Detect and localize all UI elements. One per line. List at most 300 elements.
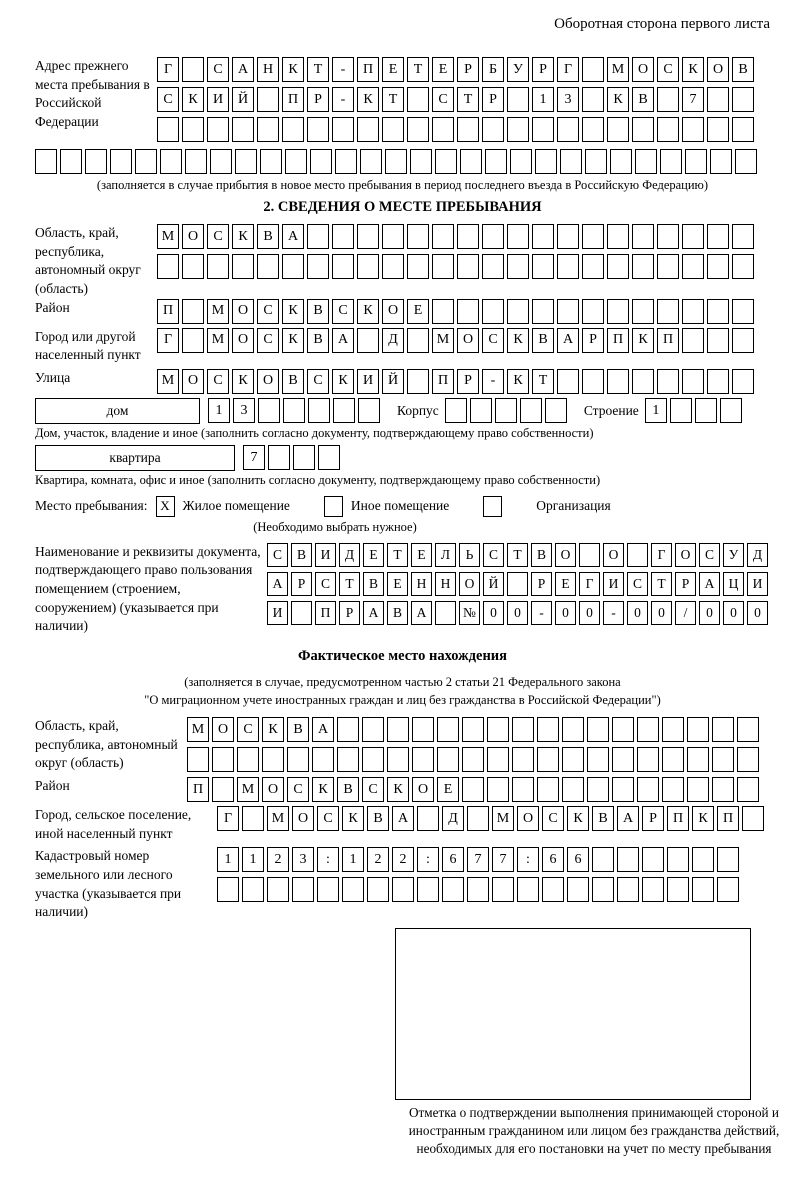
char-cell: П <box>607 328 629 353</box>
char-cell: Д <box>339 543 360 567</box>
char-cell <box>182 328 204 353</box>
char-cell <box>412 747 434 772</box>
char-cell <box>692 877 714 902</box>
stamp-caption: Отметка о подтверждении выполнения принимающей стороной и иностранным гражданином или лицом без гражданства действий, необходимых для его постановки на учет по месту пребывания <box>408 1104 780 1157</box>
oblast-block <box>35 224 770 299</box>
checkbox-zhiloe: X <box>156 496 175 517</box>
char-cell <box>232 117 254 142</box>
char-cell: К <box>182 87 204 112</box>
char-cell: П <box>717 806 739 831</box>
char-cell: В <box>291 543 312 567</box>
char-cell: Н <box>435 572 456 596</box>
char-cell <box>360 149 382 174</box>
char-cell <box>260 149 282 174</box>
char-cell <box>437 717 459 742</box>
char-cell: Т <box>307 57 329 82</box>
char-cell: 3 <box>557 87 579 112</box>
char-cell: С <box>257 328 279 353</box>
char-cell: П <box>157 299 179 324</box>
char-cell: 1 <box>532 87 554 112</box>
char-cell: С <box>267 543 288 567</box>
char-cell <box>682 369 704 394</box>
char-cell: - <box>332 57 354 82</box>
char-cell: К <box>632 328 654 353</box>
prev-address-block <box>35 57 770 147</box>
char-cell: Н <box>257 57 279 82</box>
char-cell <box>712 717 734 742</box>
char-cell: А <box>312 717 334 742</box>
char-cell: О <box>182 224 204 249</box>
char-cell <box>657 369 679 394</box>
char-cell <box>283 398 305 423</box>
char-cell: И <box>603 572 624 596</box>
char-cell: Е <box>363 543 384 567</box>
ulitsa-row <box>157 369 757 394</box>
char-cell: К <box>387 777 409 802</box>
char-cell: 0 <box>747 601 768 625</box>
char-cell <box>545 398 567 423</box>
char-cell: 6 <box>567 847 589 872</box>
char-cell <box>467 806 489 831</box>
char-cell <box>632 117 654 142</box>
char-cell <box>342 877 364 902</box>
char-cell: К <box>282 299 304 324</box>
char-cell <box>557 254 579 279</box>
char-cell <box>682 299 704 324</box>
char-cell <box>462 717 484 742</box>
prev-address-row-2 <box>157 87 757 112</box>
char-cell <box>482 254 504 279</box>
char-cell: С <box>657 57 679 82</box>
char-cell: № <box>459 601 480 625</box>
char-cell: О <box>412 777 434 802</box>
char-cell: И <box>315 543 336 567</box>
char-cell <box>487 747 509 772</box>
char-cell <box>293 445 315 470</box>
char-cell <box>182 254 204 279</box>
char-cell: 7 <box>243 445 265 470</box>
char-cell: И <box>357 369 379 394</box>
char-cell <box>357 224 379 249</box>
char-cell: Р <box>339 601 360 625</box>
char-cell: : <box>317 847 339 872</box>
char-cell <box>512 717 534 742</box>
char-cell: С <box>432 87 454 112</box>
char-cell: С <box>482 328 504 353</box>
char-cell <box>462 747 484 772</box>
char-cell <box>685 149 707 174</box>
char-cell: П <box>657 328 679 353</box>
char-cell: М <box>492 806 514 831</box>
fact-raion-block <box>35 777 770 802</box>
char-cell: П <box>667 806 689 831</box>
char-cell: С <box>627 572 648 596</box>
char-cell <box>737 747 759 772</box>
char-cell: С <box>362 777 384 802</box>
char-cell: - <box>332 87 354 112</box>
char-cell <box>310 149 332 174</box>
char-cell <box>507 117 529 142</box>
char-cell <box>670 398 692 423</box>
stroenie-label: Строение <box>583 402 639 418</box>
mesto-type-row <box>35 496 770 517</box>
char-cell <box>695 398 717 423</box>
char-cell <box>632 224 654 249</box>
dom-cells <box>208 398 383 423</box>
char-cell <box>470 398 492 423</box>
char-cell: О <box>257 369 279 394</box>
char-cell: С <box>157 87 179 112</box>
char-cell: Л <box>435 543 456 567</box>
char-cell <box>632 369 654 394</box>
char-cell: 1 <box>242 847 264 872</box>
prev-address-caption: (заполняется в случае прибытия в новое место пребывания в период последнего въезда в Российскую Федерацию) <box>96 178 709 192</box>
char-cell <box>567 877 589 902</box>
char-cell <box>607 369 629 394</box>
char-cell: - <box>482 369 504 394</box>
char-cell: Т <box>532 369 554 394</box>
doc-row-3 <box>267 601 771 625</box>
char-cell <box>482 299 504 324</box>
char-cell <box>318 445 340 470</box>
char-cell: П <box>187 777 209 802</box>
char-cell <box>517 877 539 902</box>
char-cell: Г <box>557 57 579 82</box>
char-cell <box>307 224 329 249</box>
char-cell: К <box>232 224 254 249</box>
kadastr-block <box>35 847 770 922</box>
mesto-label: Место пребывания: <box>35 498 148 514</box>
char-cell <box>667 847 689 872</box>
prev-address-label: Адрес прежнего места пребывания в Российской Федерации <box>35 58 150 129</box>
prev-address-row-1 <box>157 57 757 82</box>
char-cell <box>592 847 614 872</box>
char-cell: 0 <box>627 601 648 625</box>
char-cell <box>291 601 312 625</box>
char-cell <box>657 224 679 249</box>
char-cell <box>637 717 659 742</box>
char-cell: Е <box>411 543 432 567</box>
char-cell: М <box>267 806 289 831</box>
char-cell: В <box>282 369 304 394</box>
char-cell <box>687 747 709 772</box>
char-cell: 0 <box>651 601 672 625</box>
char-cell <box>460 149 482 174</box>
char-cell <box>732 328 754 353</box>
char-cell <box>485 149 507 174</box>
char-cell <box>537 747 559 772</box>
char-cell: В <box>387 601 408 625</box>
char-cell: Г <box>217 806 239 831</box>
char-cell <box>732 369 754 394</box>
char-cell: С <box>317 806 339 831</box>
char-cell <box>635 149 657 174</box>
char-cell: М <box>187 717 209 742</box>
char-cell: К <box>357 299 379 324</box>
char-cell <box>642 847 664 872</box>
char-cell: Д <box>442 806 464 831</box>
char-cell <box>362 747 384 772</box>
checkbox-inoe <box>324 496 343 517</box>
char-cell: С <box>207 57 229 82</box>
char-cell <box>532 299 554 324</box>
char-cell: С <box>315 572 336 596</box>
char-cell <box>542 877 564 902</box>
char-cell: К <box>607 87 629 112</box>
fact-gorod-label: Город, сельское поселение, иной населенный пункт <box>35 807 192 841</box>
prev-address-row-3 <box>157 117 757 142</box>
char-cell: А <box>392 806 414 831</box>
char-cell: - <box>531 601 552 625</box>
char-cell <box>582 57 604 82</box>
char-cell <box>687 717 709 742</box>
char-cell: / <box>675 601 696 625</box>
char-cell: С <box>237 717 259 742</box>
char-cell <box>242 806 264 831</box>
char-cell <box>307 117 329 142</box>
char-cell <box>60 149 82 174</box>
char-cell: М <box>157 369 179 394</box>
char-cell <box>358 398 380 423</box>
char-cell <box>562 777 584 802</box>
char-cell: К <box>312 777 334 802</box>
fact-raion-label: Район <box>35 778 70 794</box>
char-cell <box>532 224 554 249</box>
char-cell <box>617 877 639 902</box>
char-cell: В <box>257 224 279 249</box>
kadastr-label: Кадастровый номер земельного или лесного участка (указывается при наличии) <box>35 848 182 920</box>
char-cell <box>317 877 339 902</box>
char-cell: В <box>732 57 754 82</box>
char-cell <box>720 398 742 423</box>
char-cell <box>332 254 354 279</box>
fact-caption-line2: "О миграционном учете иностранных граждан и лиц без гражданства в Российской Федерации") <box>144 693 661 707</box>
char-cell <box>510 149 532 174</box>
char-cell <box>337 717 359 742</box>
char-cell <box>482 117 504 142</box>
char-cell <box>612 777 634 802</box>
char-cell <box>382 117 404 142</box>
char-cell <box>232 254 254 279</box>
char-cell <box>657 117 679 142</box>
char-cell <box>307 254 329 279</box>
kadastr-row-1 <box>217 847 742 872</box>
char-cell: П <box>282 87 304 112</box>
char-cell <box>582 254 604 279</box>
char-cell <box>562 717 584 742</box>
char-cell: Т <box>507 543 528 567</box>
char-cell: А <box>363 601 384 625</box>
char-cell <box>532 254 554 279</box>
doc-row-2 <box>267 572 771 596</box>
option-organizatsiya-label: Организация <box>536 498 611 514</box>
char-cell <box>520 398 542 423</box>
char-cell <box>435 149 457 174</box>
char-cell <box>617 847 639 872</box>
char-cell: Й <box>483 572 504 596</box>
char-cell: Е <box>382 57 404 82</box>
char-cell <box>585 149 607 174</box>
char-cell: Е <box>432 57 454 82</box>
fact-gorod-row <box>217 806 767 831</box>
char-cell <box>207 254 229 279</box>
char-cell <box>417 877 439 902</box>
char-cell <box>337 747 359 772</box>
char-cell <box>267 877 289 902</box>
char-cell <box>682 328 704 353</box>
char-cell <box>457 254 479 279</box>
korpus-cells <box>445 398 570 423</box>
char-cell: А <box>282 224 304 249</box>
char-cell <box>612 747 634 772</box>
char-cell <box>717 847 739 872</box>
char-cell <box>579 543 600 567</box>
char-cell <box>707 117 729 142</box>
char-cell <box>667 877 689 902</box>
char-cell <box>287 747 309 772</box>
char-cell <box>732 87 754 112</box>
char-cell: О <box>382 299 404 324</box>
char-cell <box>382 224 404 249</box>
char-cell <box>357 328 379 353</box>
char-cell: Р <box>457 369 479 394</box>
char-cell <box>707 87 729 112</box>
char-cell <box>407 369 429 394</box>
char-cell: О <box>707 57 729 82</box>
char-cell: П <box>357 57 379 82</box>
char-cell <box>732 299 754 324</box>
char-cell <box>160 149 182 174</box>
kvartira-block <box>35 445 770 471</box>
fact-oblast-label: Область, край, республика, автономный округ (область) <box>35 718 178 771</box>
char-cell <box>417 806 439 831</box>
char-cell <box>657 254 679 279</box>
char-cell: И <box>267 601 288 625</box>
char-cell <box>445 398 467 423</box>
char-cell: Т <box>382 87 404 112</box>
char-cell: М <box>157 224 179 249</box>
char-cell: П <box>432 369 454 394</box>
char-cell <box>85 149 107 174</box>
char-cell: У <box>723 543 744 567</box>
char-cell: 7 <box>492 847 514 872</box>
char-cell: А <box>332 328 354 353</box>
char-cell: С <box>307 369 329 394</box>
char-cell: Й <box>382 369 404 394</box>
char-cell: О <box>517 806 539 831</box>
char-cell: С <box>332 299 354 324</box>
char-cell: 2 <box>392 847 414 872</box>
char-cell: Р <box>532 57 554 82</box>
char-cell <box>407 224 429 249</box>
char-cell: О <box>632 57 654 82</box>
char-cell: О <box>212 717 234 742</box>
char-cell <box>412 717 434 742</box>
char-cell: Р <box>675 572 696 596</box>
ulitsa-block <box>35 369 770 394</box>
char-cell: А <box>267 572 288 596</box>
char-cell: О <box>292 806 314 831</box>
char-cell <box>687 777 709 802</box>
char-cell <box>432 254 454 279</box>
char-cell <box>512 747 534 772</box>
fact-raion-row <box>187 777 762 802</box>
char-cell <box>282 254 304 279</box>
char-cell: 0 <box>699 601 720 625</box>
char-cell <box>707 299 729 324</box>
char-cell: А <box>617 806 639 831</box>
char-cell <box>457 224 479 249</box>
char-cell <box>537 777 559 802</box>
char-cell <box>657 299 679 324</box>
mesto-caption: (Необходимо выбрать нужное) <box>253 519 417 534</box>
char-cell <box>357 254 379 279</box>
char-cell: С <box>483 543 504 567</box>
char-cell <box>737 717 759 742</box>
char-cell <box>507 572 528 596</box>
char-cell: 3 <box>233 398 255 423</box>
char-cell: Р <box>457 57 479 82</box>
char-cell: В <box>531 543 552 567</box>
char-cell <box>292 877 314 902</box>
char-cell <box>382 254 404 279</box>
char-cell: К <box>567 806 589 831</box>
char-cell <box>262 747 284 772</box>
dom-box-label: дом <box>35 398 200 424</box>
char-cell <box>592 877 614 902</box>
char-cell <box>717 877 739 902</box>
char-cell: : <box>417 847 439 872</box>
char-cell: М <box>607 57 629 82</box>
char-cell: К <box>342 806 364 831</box>
char-cell: 2 <box>367 847 389 872</box>
char-cell <box>268 445 290 470</box>
char-cell <box>157 254 179 279</box>
char-cell: С <box>287 777 309 802</box>
char-cell: Г <box>651 543 672 567</box>
char-cell <box>607 254 629 279</box>
char-cell: Д <box>747 543 768 567</box>
char-cell: П <box>315 601 336 625</box>
char-cell <box>212 747 234 772</box>
char-cell: К <box>692 806 714 831</box>
char-cell: М <box>207 328 229 353</box>
char-cell <box>407 87 429 112</box>
char-cell <box>642 877 664 902</box>
char-cell <box>187 747 209 772</box>
char-cell <box>257 87 279 112</box>
fact-caption <box>35 673 770 709</box>
char-cell <box>662 717 684 742</box>
char-cell <box>632 254 654 279</box>
char-cell: К <box>332 369 354 394</box>
char-cell <box>212 777 234 802</box>
char-cell <box>182 299 204 324</box>
gorod-block <box>35 328 770 365</box>
char-cell <box>410 149 432 174</box>
char-cell <box>182 117 204 142</box>
char-cell <box>732 254 754 279</box>
char-cell <box>432 117 454 142</box>
char-cell: А <box>699 572 720 596</box>
char-cell <box>560 149 582 174</box>
char-cell <box>562 747 584 772</box>
char-cell <box>258 398 280 423</box>
char-cell <box>537 717 559 742</box>
char-cell <box>482 224 504 249</box>
char-cell <box>707 224 729 249</box>
char-cell <box>607 299 629 324</box>
